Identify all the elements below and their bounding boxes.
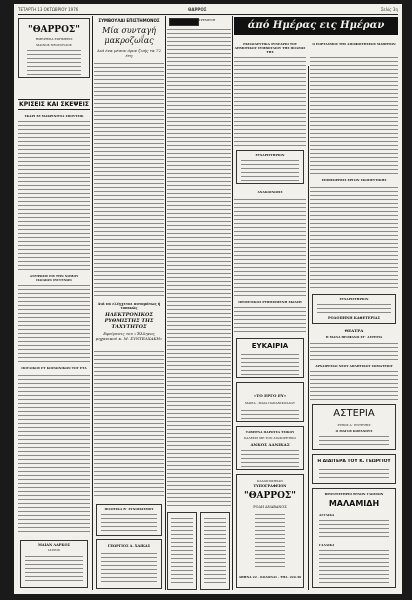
ad-politika-title: ΠΟΛΙΤΙΚΑ Β΄ ΣΥΝΟΙΚΙΣΜΟΥ	[104, 507, 154, 511]
col2-subtitle: Διά ένα μέσον όρον ζωής τα 72 έτη	[96, 48, 162, 58]
ad-diaitera-title: Η ΔΙΑΙΤΕΡΑ ΤΟΥ Κ. ΓΕΩΡΓΙΟΥ	[317, 459, 391, 464]
col1-heading-2: ΑΝΥΨΩΣΙΣ ΕΙΣ ΤΗΝ ΝΟΜΟΥ	[29, 274, 79, 278]
masthead-title: "ΘΑΡΡΟΣ"	[28, 25, 80, 35]
col2-heading-c: Εφεύρεσις του «Έλληνος μηχανικού κ. Μ. ΣΥΝΤΕΛΧΑΚΗ»	[95, 331, 163, 341]
ad-printing-line-1: ΚΛΑΙΟΠΟΙΗΣΑΝ	[256, 479, 283, 483]
page-header	[18, 6, 398, 14]
col5-body-text-4	[310, 370, 398, 400]
col4-body-text-3	[234, 306, 306, 334]
ad-malamidi-english: ΑΓΓΛΙΚΑ	[319, 513, 335, 517]
ad-rodopini-title: ΕΥΧΑΡΙΣΤΗΡΙΟΝ	[339, 297, 369, 301]
header-paper: ΘΑΡΡΟΣ	[188, 7, 207, 12]
ad-printing-address: ΑΘΗΝΑ 22 - ΚΟΛΟΝΑΙ - ΤΗΛ. 224-50	[238, 575, 302, 579]
ad-malamidi-title: ΜΑΛΑΜΙΔΗ	[328, 499, 380, 508]
ad-eukairia-title: ΕΥΚΑΙΡΙΑ	[251, 342, 289, 350]
col5-heading-3: ΑΡΧΑΙΡΕΣΙΑΙ ΝΕΟΥ ΑΘΛΗΤΙΚΟΥ ΣΩΜΑΤΕΙΟΥ	[315, 364, 393, 368]
ad-larkos-title: ΙΑΤΡΟΣ	[48, 548, 60, 552]
col2-body-text-2	[94, 350, 164, 498]
col4-heading-2: ΠΡΟΣΕΙΣΚΟΣ ΡΥΘΜΙΣΜΕΝΗ ΣΚΙΑΣΗ	[238, 300, 302, 304]
col5-theatres-subtitle: Η ΜΑΝΑ ΘΕΟΦΑΝΩ ΣΤ΄ ΑΣΤΕΡΙΑ	[325, 335, 383, 339]
ad-chaikas-name: ΓΕΩΡΓΙΟΣ Δ. ΧΑΙΚΑΣ	[107, 544, 151, 548]
ad-larkos-name: ΜΑΙΑΝ ΛΑΡΚΟΣ	[38, 543, 70, 547]
col4-body-text-1	[234, 56, 306, 146]
col5-theatres-title: ΘΕΑΤΡΑ	[344, 328, 364, 333]
ad-politika	[96, 504, 162, 536]
col5-body-text-2	[310, 186, 398, 290]
col1-body-text-2	[18, 284, 90, 364]
ad-malamidi-line-1: ΦΡΟΝΤΙΣΤΗΡΙΟ ΞΕΝΩΝ ΓΛΩΣΣΩΝ	[324, 492, 384, 496]
ad-asteria	[312, 404, 396, 450]
ad-asteria-title: ΑΣΤΕΡΙΑ	[333, 408, 375, 419]
col4-box-thanks-title: ΕΥΧΑΡΙΣΤΗΡΙΟΝ	[255, 153, 285, 157]
col2-body-text-1	[94, 62, 164, 298]
newspaper-page	[14, 4, 402, 594]
ad-asteria-line-1: ΖΥΘΟΣ Α΄ ΕΝΤΕΥΞΙΣ	[337, 423, 371, 427]
ad-printing-tharros	[236, 474, 304, 588]
col4-box-announce-title: ΑΝΑΚΟΙΝΩΣΙΣ	[257, 190, 283, 194]
col2-heading-a: Διά να ελέγχεται αυτομάτως ή τοπικώς	[97, 302, 161, 310]
ad-taverna-line-1: ΚΑΛΕΣΙΣ ΜΕ ΤΟΝ ΔΙΑΦΟΡΕΤΙΚΟ	[244, 436, 296, 440]
col3-small-ad-1	[167, 512, 197, 590]
day-to-day-banner: άπό Ημέρας εις Ημέραν	[234, 17, 398, 35]
ad-to-ergo	[236, 382, 304, 422]
col4-body-text-2	[234, 198, 306, 298]
col5-heading-2: ΕΠΙΘΕΩΡΗΣΙΣ ΕΡΓΩΝ ΣΚΟΠΕΥΤΙΚΗΣ	[321, 178, 387, 182]
col5-body-text-3	[310, 342, 398, 362]
masthead-owner: ΜΑΙΝΟΣ ΝΕΟΠΟΥΛΟΣ	[36, 43, 72, 47]
col1-heading-3: ΠΑΙΔΙΩΝ ΣΥΓΓΕΝΩΝ	[36, 278, 72, 282]
header-date: ΤΕΤΑΡΤΗ 13 ΟΚΤΩΒΡΙΟΥ 1976	[18, 7, 79, 12]
col1-body-text-1	[18, 120, 90, 270]
ad-printing-line-2: ΤΥΠΟΓΡΑΦΕΙΟΝ	[253, 484, 287, 488]
ad-malamidi-french: ΓΑΛΛΙΚΑ	[319, 543, 335, 547]
col5-heading-1: Ο ΕΟΡΤΑΣΜΟΣ ΤΗΣ ΑΠΟΦΟΙΤΗΣΕΩΣ ΜΑΘΗΤΩΝ	[312, 42, 396, 46]
section-title-kriseis: ΚΡΙΣΕΙΣ ΚΑΙ ΣΚΕΨΕΙΣ	[19, 101, 89, 108]
col4-box-thanks	[236, 150, 304, 184]
col5-body-text-1	[310, 56, 398, 174]
ad-rodopini	[312, 294, 396, 324]
ad-eukairia	[236, 338, 304, 378]
masthead-subtitle: ΗΜΕΡΗΣΙΑ ΕΦΗΜΕΡΙΣ	[35, 37, 73, 41]
masthead-box	[18, 18, 90, 78]
ad-taverna	[236, 426, 304, 470]
ad-to-ergo-owner: ΜΑΡΙΑ - ΜΑΙΑ ΠΑΠΑΝΙΚΟΛΑΟΥ	[245, 401, 295, 405]
ad-printing-owner: ΡΟΔΗ ΑΝΑΒΑΝΟΣ	[253, 505, 287, 509]
ad-diaitera	[312, 454, 396, 484]
header-page: Σελίς 3η	[380, 7, 398, 12]
ad-printing-title: "ΘΑΡΡΟΣ"	[244, 491, 296, 501]
col4-heading-1: ΕΚΠΑΙΔΕΥΤΙΚΑ ΣΥΝΕΔΡΙΟ ΤΟΥ ΔΗΜΟΤΙΚΟΥ ΣΥΜΒΟΥΛΙΟΥ ΤΗΣ ΠΟΛΕΩΣ ΤΗΣ	[234, 42, 306, 54]
ad-asteria-line-2: Ο ΜΑΓΟΣ ΚΟΡΑΝΟΥΣ	[335, 429, 373, 433]
col3-section: ΕΙΚΟΝΑ ΣΤΡΕΜΕΝΗ	[182, 18, 216, 22]
col1-heading-4: ΠΟΥΛΙΚΟΣ ΕΤ ΚΟΙΝΩΝΙΚΩΝ ΤΟΥ ΕΤΑ	[21, 366, 87, 370]
ad-taverna-title: ΤΑΒΕΡΝΑ ΠΑΡΟΥΣΑ ΤΣΙΚΟΥ	[245, 430, 295, 434]
ad-to-ergo-title: «ΤΟ ΕΡΓΟ ΕΥ»	[253, 393, 287, 398]
ad-rodopini-name: ΡΟΔΟΠΗΝΗ ΚΑΦΕΤΕΡΙΑΣ	[328, 316, 380, 320]
ad-malamidi	[312, 488, 396, 588]
col3-body-text	[167, 28, 231, 508]
col2-kicker: ΣΥΜΒΟΥΛΑΙ ΕΠΙΣΤΗΜΟΝΟΣ	[98, 18, 160, 23]
col1-heading-1: ΣΚΑΡΙ ΣΕ ΜΑΚΡΙΝΙΤΣΑ ΣΠΟΥΤΣΙΚ	[24, 114, 84, 118]
col3-small-ad-2	[200, 512, 230, 590]
ad-doctor-larkos	[20, 540, 88, 588]
ad-taverna-name: ΑΝΚΟΣ ΔΑΝΙΚΑΣ	[250, 442, 290, 447]
ad-chaikas	[96, 539, 162, 589]
col1-body-text-3	[18, 374, 90, 534]
col2-heading-b: ΗΛΕΚΤΡΟΝΙΚΟΣ ΡΥΘΜΙΣΤΗΣ ΤΗΣ ΤΑΧΥΤΗΤΟΣ	[104, 312, 154, 330]
col2-title: Μία συνταγή μακροζωΐας	[102, 26, 156, 45]
